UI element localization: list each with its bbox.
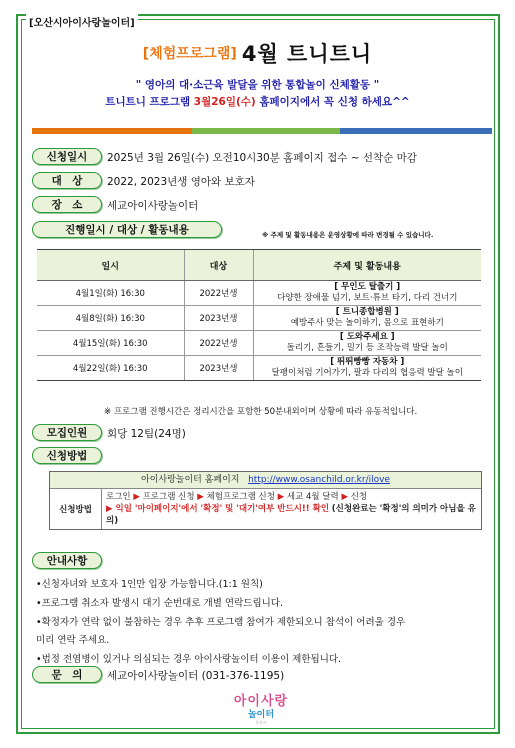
row-activity <box>253 281 481 306</box>
notice-line: •신청자녀와 보호자 1인만 입장 가능합니다.(1:1 원칙) <box>36 579 263 590</box>
col-header-topic: 주제 및 활동내용 <box>253 250 481 281</box>
row-target: 2022년생 <box>184 281 253 306</box>
notice-line: 미리 연락 주세요. <box>36 635 110 646</box>
color-bar-green <box>192 128 340 134</box>
activity-desc: 다양한 장애물 넘기, 보트·튜브 타기, 다리 건너기 <box>277 293 458 303</box>
apply-method-box <box>49 471 482 530</box>
place-value: 세교아이사랑놀이터 <box>107 200 199 212</box>
apply-row-label: 신청방법 <box>50 489 102 529</box>
activity-title: [ 뛰뛰빵빵 자동차 ] <box>330 357 405 367</box>
target-value: 2022, 2023년생 영아와 보호자 <box>107 176 255 188</box>
apply-method-label: 신청방법 <box>32 447 102 464</box>
row-target: 2023년생 <box>184 306 253 331</box>
arrow-icon: ▶ <box>341 492 348 502</box>
table-row <box>37 306 481 331</box>
activity-title: [ 무인도 탈출기 ] <box>334 282 401 292</box>
subtitle-2-prefix: 트니트니 프로그램 <box>105 96 194 108</box>
contact-label: 문 의 <box>32 666 102 683</box>
title-main: 4월 트니트니 <box>241 42 373 66</box>
subtitle-2-date: 3월26일(수) <box>193 96 256 108</box>
notice-label: 안내사항 <box>32 552 102 569</box>
step-experience: 체험프로그램 신청 <box>206 492 275 502</box>
title-category: [체험프로그램] <box>142 46 237 62</box>
apply-warning-note: (신청완료는 '확정'의 의미가 아님을 유의) <box>106 504 476 526</box>
subtitle-1: " 영아의 대·소근육 발달을 위한 통합놀이 신체활동 " <box>135 79 380 91</box>
target-label: 대 상 <box>32 172 102 189</box>
logo-line3: 오산시 <box>255 720 267 725</box>
color-bar <box>32 128 492 134</box>
row-activity <box>253 331 481 356</box>
col-header-date: 일시 <box>37 250 184 281</box>
notice-line: •확정자가 연락 없이 불참하는 경우 추후 프로그램 참여가 제한되오니 참석이 어려울 경우 <box>36 617 406 628</box>
activity-title: [ 트니종합병원 ] <box>335 307 399 317</box>
contact-value: 세교아이사랑놀이터 (031-376-1195) <box>107 670 285 682</box>
recruit-value: 회당 12팀(24명) <box>107 428 186 440</box>
apply-date-label: 신청일시 <box>32 148 102 165</box>
schedule-footnote: ※ 프로그램 진행시간은 정리시간을 포함한 50분내외이며 상황에 따라 유동적입니다. <box>104 407 418 417</box>
step-calendar: 세교 4월 달력 <box>286 492 339 502</box>
step-program: 프로그램 신청 <box>142 492 195 502</box>
row-date: 4월8일(화) 16:30 <box>37 306 184 331</box>
logo <box>216 690 306 726</box>
step-login: 로그인 <box>106 492 131 502</box>
subtitle-2 <box>0 94 515 109</box>
schedule-table <box>37 249 481 381</box>
apply-site-text: 아이사랑놀이터 홈페이지 <box>141 475 240 485</box>
apply-steps <box>102 489 481 529</box>
step-apply: 신청 <box>350 492 368 502</box>
table-row <box>37 281 481 306</box>
row-target: 2022년생 <box>184 331 253 356</box>
activity-desc: 달팽이처럼 기어가기, 팔과 다리의 협응력 발달 놀이 <box>271 368 463 378</box>
page-title <box>0 38 515 68</box>
activity-title: [ 도와주세요 ] <box>339 332 395 342</box>
row-target: 2023년생 <box>184 356 253 381</box>
schedule-note: ※ 주제 및 활동내용은 운영상황에 따라 변경될 수 있습니다. <box>262 231 434 239</box>
apply-warning: ▶ 익일 '마이페이지'에서 '확정' 및 '대기'여부 반드시!! 확인 <box>106 504 330 514</box>
notice-line: •법정 전염병이 있거나 의심되는 경우 아이사랑놀이터 이용이 제한됩니다. <box>36 654 342 665</box>
col-header-target: 대상 <box>184 250 253 281</box>
color-bar-orange <box>32 128 192 134</box>
logo-line2: 놀이터 <box>247 710 275 720</box>
row-activity <box>253 356 481 381</box>
apply-site-row <box>50 472 481 489</box>
place-label: 장 소 <box>32 196 102 213</box>
table-header-row <box>37 250 481 281</box>
apply-steps-row <box>50 489 481 529</box>
schedule-label: 진행일시 / 대상 / 활동내용 <box>32 221 222 238</box>
color-bar-blue <box>340 128 492 134</box>
logo-line1: 아이사랑 <box>233 694 289 709</box>
arrow-icon: ▶ <box>277 492 285 502</box>
row-date: 4월22일(화) 16:30 <box>37 356 184 381</box>
row-date: 4월1일(화) 16:30 <box>37 281 184 306</box>
activity-desc: 예방주사 맞는 놀이하기, 몸으로 표현하기 <box>290 318 444 328</box>
recruit-label: 모집인원 <box>32 424 102 441</box>
row-activity <box>253 306 481 331</box>
org-tag: [오산시아이사랑놀이터] <box>26 14 138 29</box>
activity-desc: 돌리기, 흔들기, 밀기 등 조작능력 발달 놀이 <box>286 343 448 353</box>
arrow-icon: ▶ <box>197 492 204 502</box>
row-date: 4월15일(화) 16:30 <box>37 331 184 356</box>
subtitle-2-suffix: 홈페이지에서 꼭 신청 하세요^^ <box>255 96 410 108</box>
arrow-icon: ▶ <box>133 492 140 502</box>
apply-url-link[interactable]: http://www.osanchild.or.kr/ilove <box>248 475 390 485</box>
table-row <box>37 356 481 381</box>
notice-line: •프로그램 취소자 발생시 대기 순번대로 개별 연락드립니다. <box>36 598 283 609</box>
table-row <box>37 331 481 356</box>
apply-date-value: 2025년 3월 26일(수) 오전10시30분 홈페이지 접수 ~ 선착순 마감 <box>107 152 417 164</box>
